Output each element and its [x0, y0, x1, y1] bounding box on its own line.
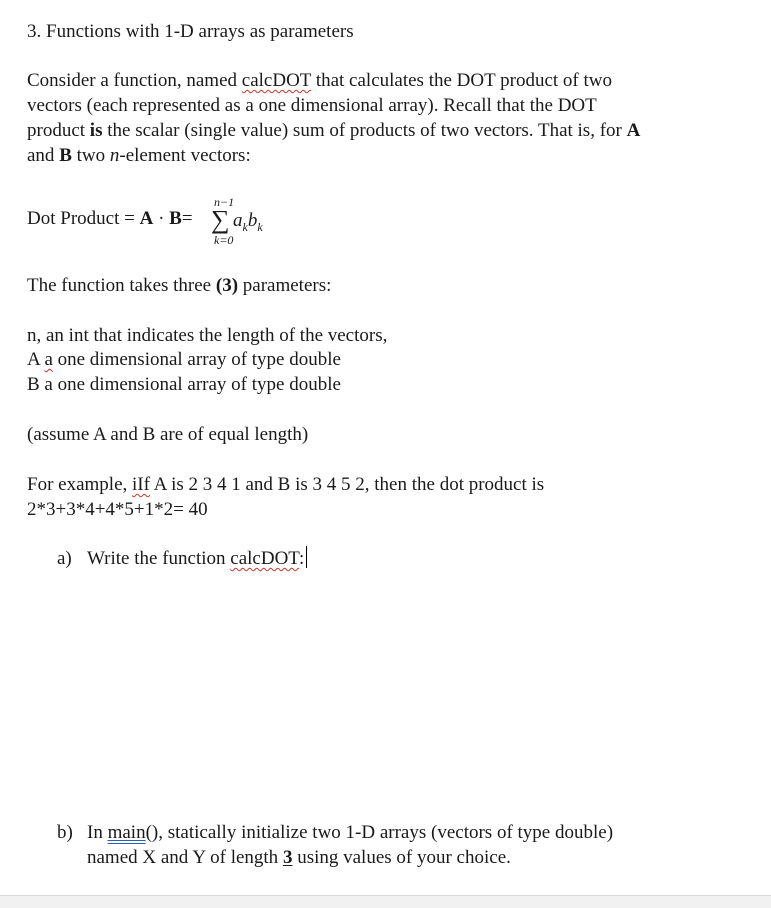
text-cursor	[306, 546, 307, 568]
param-n: n, an int that indicates the length of the vectors,	[27, 325, 388, 346]
spelling-flag-calcdot[interactable]: calcDOT	[241, 70, 312, 91]
summation-lower-limit: k=0	[214, 233, 234, 247]
intro-line-4: and B two n-element vectors:	[27, 145, 251, 166]
param-b: B a one dimensional array of type double	[27, 374, 341, 395]
assume-note: (assume A and B are of equal length)	[27, 424, 309, 445]
section-heading: 3. Functions with 1-D arrays as parameters	[27, 21, 354, 42]
intro-line-1: Consider a function, named calcDOT that calculates the DOT product of two	[27, 70, 612, 91]
summation-upper-limit: n−1	[214, 195, 235, 209]
part-b-line-1: In main(), statically initialize two 1-D arrays (vectors of type double)	[87, 822, 614, 843]
summation-term: $a_kb_k$	[233, 210, 263, 234]
part-a-marker: a)	[57, 548, 72, 569]
part-b-line-2: named X and Y of length 3 using values of your choice.	[87, 847, 511, 868]
params-intro: The function takes three (3) parameters:	[27, 275, 332, 296]
summation-expression	[206, 196, 286, 252]
sigma-symbol: ∑	[211, 205, 230, 234]
spelling-flag-calcdot-2[interactable]: calcDOT	[230, 548, 299, 569]
spelling-flag-a[interactable]: a	[44, 349, 53, 370]
param-a: A a one dimensional array of type double	[27, 349, 341, 370]
intro-line-2: vectors (each represented as a one dimensional array). Recall that the DOT	[27, 95, 597, 116]
example-line-1: For example, iIf A is 2 3 4 1 and B is 3 4 5 2, then the dot product is	[27, 474, 545, 495]
status-bar	[0, 895, 771, 908]
grammar-flag-main[interactable]: main	[107, 822, 146, 843]
intro-line-3: product is the scalar (single value) sum of products of two vectors. That is, for A	[27, 120, 641, 141]
part-b-marker: b)	[57, 822, 73, 843]
spelling-flag-iif[interactable]: iIf	[132, 474, 150, 495]
example-line-2: 2*3+3*4+4*5+1*2= 40	[27, 499, 208, 520]
part-a-text[interactable]: Write the function calcDOT:	[87, 546, 307, 571]
dot-product-formula: Dot Product = A · B=	[27, 208, 193, 229]
